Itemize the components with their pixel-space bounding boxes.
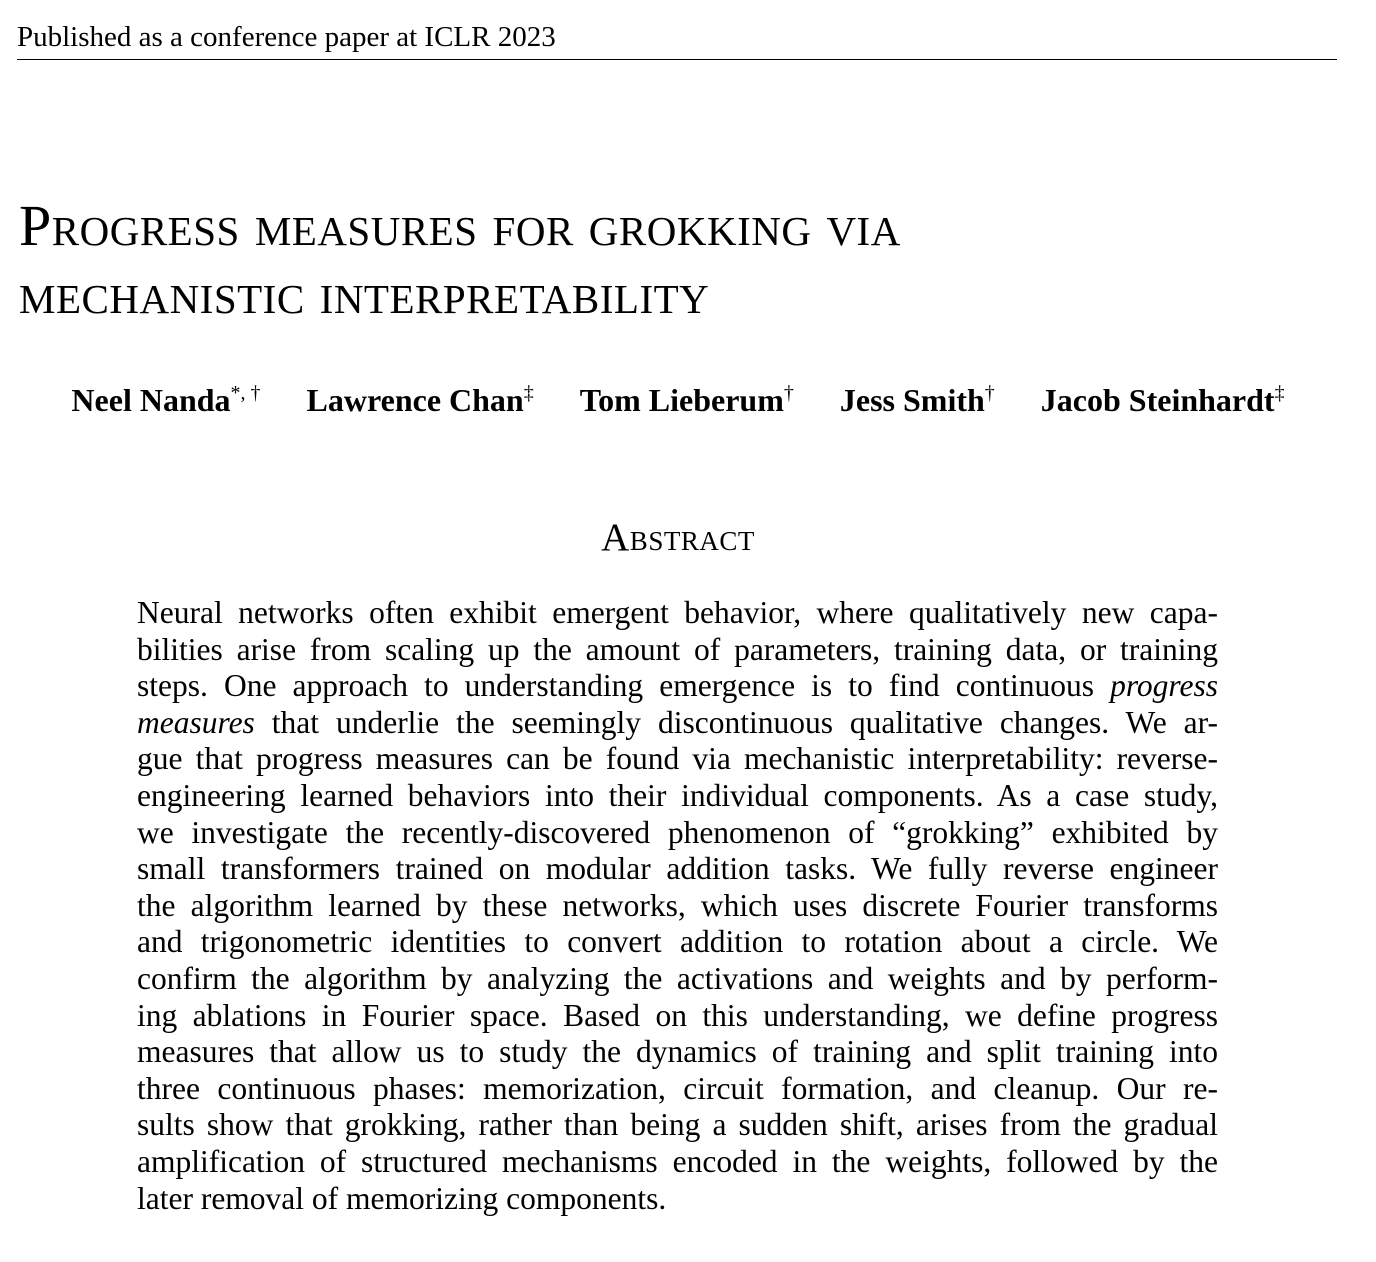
author-affiliation-marks: † [783,382,794,404]
abstract-line [137,1107,1218,1144]
abstract-line [137,998,1218,1035]
abstract-text-run: small transformers trained on modular addition tasks. We fully reverse engineer [137,851,1218,887]
abstract-line [137,961,1218,998]
abstract-text [137,595,1218,1217]
abstract-line [137,851,1218,888]
author-affiliation-marks: ‡ [1274,382,1285,404]
author-name: Jacob Steinhardt [1040,382,1275,418]
abstract-line [137,1181,1218,1218]
abstract-heading: Abstract [601,516,755,559]
author-affiliation-marks: ‡ [523,382,534,404]
abstract-text-run: later removal of memorizing components. [137,1180,667,1216]
abstract-line [137,741,1218,778]
abstract-line [137,1034,1218,1071]
author-name: Jess Smith [839,382,985,418]
abstract-text-run: steps. One approach to understanding emergence is to find continuous [137,668,1111,704]
author-affiliation-marks: *, † [230,382,261,404]
author-name: Neel Nanda [71,382,231,418]
abstract-text-run: confirm the algorithm by analyzing the activations and weights and by perform- [137,960,1218,996]
abstract-line [137,888,1218,925]
abstract-text-run: engineering learned behaviors into their individual components. As a case study, [137,777,1218,813]
abstract-text-run: the algorithm learned by these networks, which uses discrete Fourier transforms [137,887,1218,923]
author [580,378,794,422]
abstract-emphasis: progress [1110,668,1218,704]
running-header: Published as a conference paper at ICLR 2023 [17,19,1337,60]
author-affiliation-marks: † [984,382,995,404]
author [840,378,995,422]
author [1041,378,1285,422]
author-name: Lawrence Chan [306,382,524,418]
abstract-text-run: ing ablations in Fourier space. Based on this understanding, we define progress [137,997,1218,1033]
author-list [0,378,1356,422]
abstract-line [137,924,1218,961]
abstract-line [137,668,1218,705]
abstract-line [137,778,1218,815]
abstract-text-run: gue that progress measures can be found via mechanistic interpretability: reverse- [137,741,1218,777]
paper-title [19,192,1319,328]
abstract-text-run: three continuous phases: memorization, circuit formation, and cleanup. Our re- [137,1070,1218,1106]
abstract-emphasis: measures [137,704,255,740]
abstract-text-run: sults show that grokking, rather than being a sudden shift, arises from the gradual [137,1107,1218,1143]
abstract-line [137,1071,1218,1108]
author [307,378,534,422]
abstract-text-run: amplification of structured mechanisms encoded in the weights, followed by the [137,1143,1218,1179]
abstract-text-run: Neural networks often exhibit emergent behavior, where qualitatively new capa- [137,595,1218,630]
abstract-line [137,595,1218,632]
abstract-line [137,815,1218,852]
title-line-1: Progress measures for grokking via [19,193,901,258]
abstract-line [137,1144,1218,1181]
author [71,378,260,422]
abstract-text-run: that underlie the seemingly discontinuous qualitative changes. We ar- [254,704,1218,740]
abstract-text-run: we investigate the recently-discovered phenomenon of “grokking” exhibited by [137,814,1218,850]
abstract-text-run: and trigonometric identities to convert addition to rotation about a circle. We [137,924,1218,960]
abstract-text-run: bilities arise from scaling up the amount of parameters, training data, or training [137,631,1218,667]
title-line-2: mechanistic interpretability [19,261,710,326]
abstract-text-run: measures that allow us to study the dynamics of training and split training into [137,1034,1218,1070]
author-name: Tom Lieberum [579,382,784,418]
abstract-line [137,632,1218,669]
abstract-line [137,705,1218,742]
